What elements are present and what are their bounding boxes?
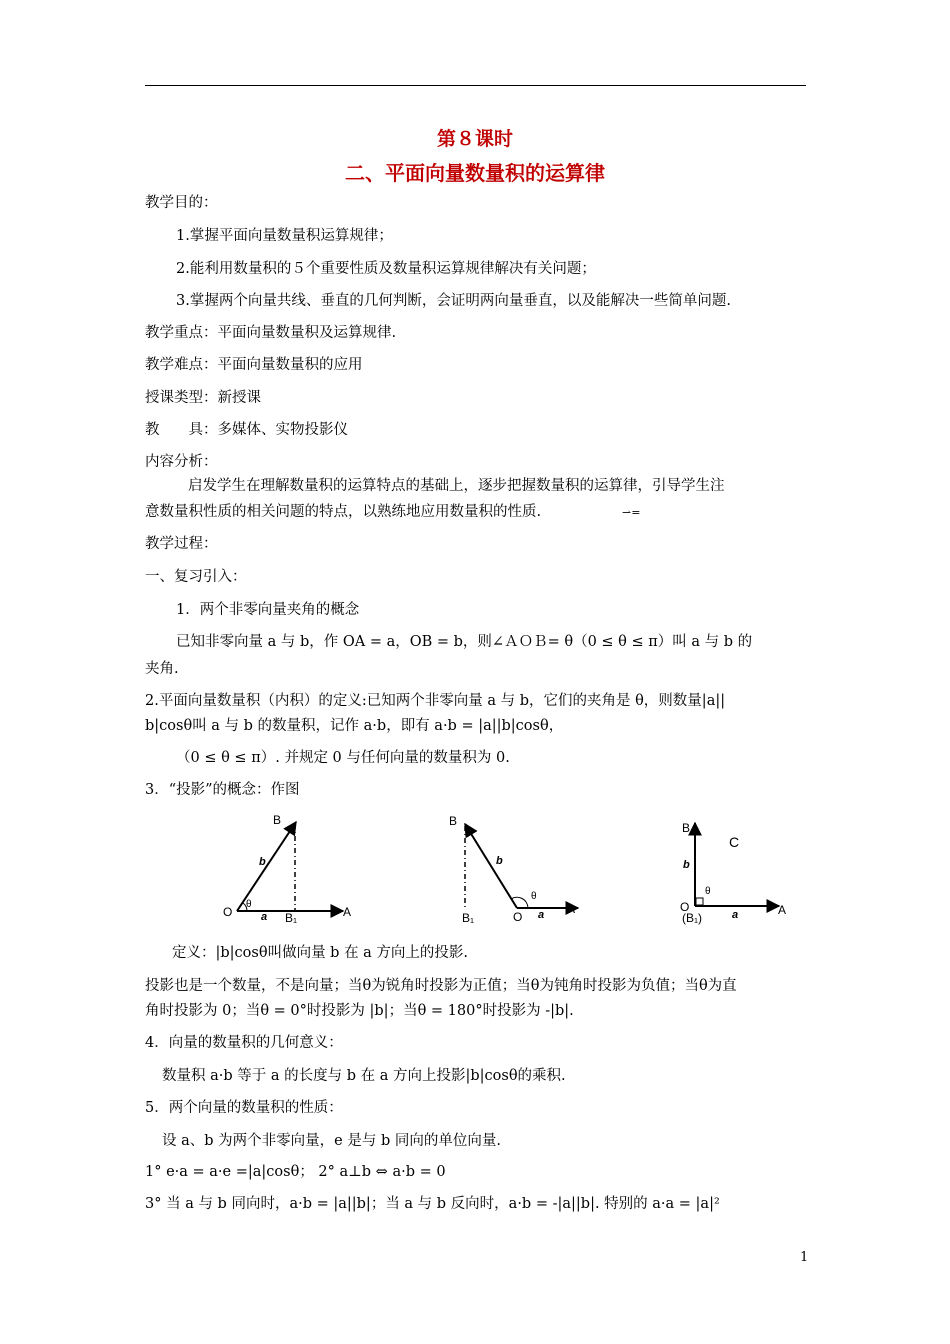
goals-label: 教学目的： xyxy=(145,195,218,211)
lesson-number: 第８课时 xyxy=(436,128,513,150)
lesson-type: 授课类型：新授课 xyxy=(145,390,261,406)
process-label: 教学过程： xyxy=(145,536,218,552)
header-rule xyxy=(145,85,806,86)
label-theta: θ xyxy=(705,886,711,897)
page-number: 1 xyxy=(800,1250,809,1265)
label-A: A xyxy=(778,903,787,917)
label-B1: B₁ xyxy=(285,911,298,925)
vector-b-line xyxy=(465,824,517,908)
item-text: 已知非零向量 a 与 b，作 OA = a，OB = b，则∠ＡＯＢ= θ（0 ≤ θ ≤ π）叫 a 与 b 的 xyxy=(176,634,753,650)
item-text: （0 ≤ θ ≤ π）. 并规定 0 与任何向量的数量积为 0. xyxy=(176,750,510,766)
section-heading: 一、复习引入： xyxy=(145,569,247,585)
item-text: 2.平面向量数量积（内积）的定义:已知两个非零向量 a 与 b，它们的夹角是 θ，则数量|a|| xyxy=(145,693,726,709)
label-A: A xyxy=(343,905,352,919)
goal-item: 3.掌握两个向量共线、垂直的几何判断，会证明两向量垂直，以及能解决一些简单问题. xyxy=(176,293,731,309)
item-text: 夹角. xyxy=(145,661,179,677)
label-O: O xyxy=(680,900,690,914)
label-C: C xyxy=(729,834,740,850)
projection-text: 投影也是一个数量，不是向量；当θ为锐角时投影为正值；当θ为钝角时投影为负值；当θ为直 xyxy=(145,978,737,994)
property-line: 1° e·a = a·e =|a|cosθ； 2° a⊥b ⇔ a·b = 0 xyxy=(145,1164,446,1180)
item-text: b|cosθ叫 a 与 b 的数量积，记作 a·b，即有 a·b = |a||b|cosθ， xyxy=(145,718,564,734)
projection-figure-right xyxy=(672,808,797,928)
label-B: B xyxy=(449,814,458,828)
analysis-text: 启发学生在理解数量积的运算特点的基础上，逐步把握数量积的运算律，引导学生注 xyxy=(188,478,725,494)
item-text: 数量积 a·b 等于 a 的长度与 b 在 a 方向上投影|b|cosθ的乘积. xyxy=(162,1068,566,1084)
item-title: 3．“投影”的概念：作图 xyxy=(145,782,300,798)
projection-figure-obtuse xyxy=(445,808,585,928)
page-title: 二、平面向量数量积的运算律 xyxy=(345,161,605,185)
label-A: A xyxy=(567,902,576,916)
label-b: b xyxy=(496,855,503,867)
projection-text: 角时投影为 0；当θ = 0°时投影为 |b|；当θ = 180°时投影为 -|b|. xyxy=(145,1003,574,1019)
property-line: 3° 当 a 与 b 同向时，a·b = |a||b|；当 a 与 b 反向时，a·b = -|a||b|. 特别的 a·a = |a|² xyxy=(145,1196,720,1212)
label-O: O xyxy=(513,910,523,924)
label-b: b xyxy=(683,859,690,871)
goal-item: 2.能利用数量积的５个重要性质及数量积运算规律解决有关问题； xyxy=(176,261,596,277)
label-theta: θ xyxy=(531,891,537,902)
label-B: B xyxy=(682,821,691,835)
label-a: a xyxy=(538,909,545,921)
analysis-text: 意数量积性质的相关问题的特点，以熟练地应用数量积的性质. xyxy=(145,504,542,520)
item-title: 5．两个向量的数量积的性质： xyxy=(145,1100,343,1116)
label-B1: B₁ xyxy=(462,911,475,925)
label-B: B xyxy=(273,813,282,827)
label-B1: (B₁) xyxy=(682,911,703,925)
label-O: O xyxy=(223,905,233,919)
projection-definition: 定义：|b|cosθ叫做向量 b 在 a 方向上的投影. xyxy=(172,945,469,961)
item-title: 4．向量的数量积的几何意义： xyxy=(145,1035,343,1051)
item-text: 设 a、b 为两个非零向量，e 是与 b 同向的单位向量. xyxy=(162,1133,501,1149)
projection-figure-acute xyxy=(215,808,365,928)
goal-item: 1.掌握平面向量数量积运算规律； xyxy=(176,228,393,244)
tools: 教 具：多媒体、实物投影仪 xyxy=(145,422,348,438)
key-point: 教学重点：平面向量数量积及运算规律. xyxy=(145,325,397,341)
label-b: b xyxy=(259,856,266,868)
right-angle-mark xyxy=(696,898,703,905)
item-title: 1．两个非零向量夹角的概念 xyxy=(176,602,360,618)
analysis-label: 内容分析： xyxy=(145,454,218,470)
analysis-mark: ⇀= xyxy=(622,506,641,519)
vector-b-line xyxy=(237,822,296,911)
difficulty: 教学难点：平面向量数量积的应用 xyxy=(145,357,363,373)
label-a: a xyxy=(261,911,268,923)
label-theta: θ xyxy=(246,899,252,910)
label-a: a xyxy=(732,909,739,921)
